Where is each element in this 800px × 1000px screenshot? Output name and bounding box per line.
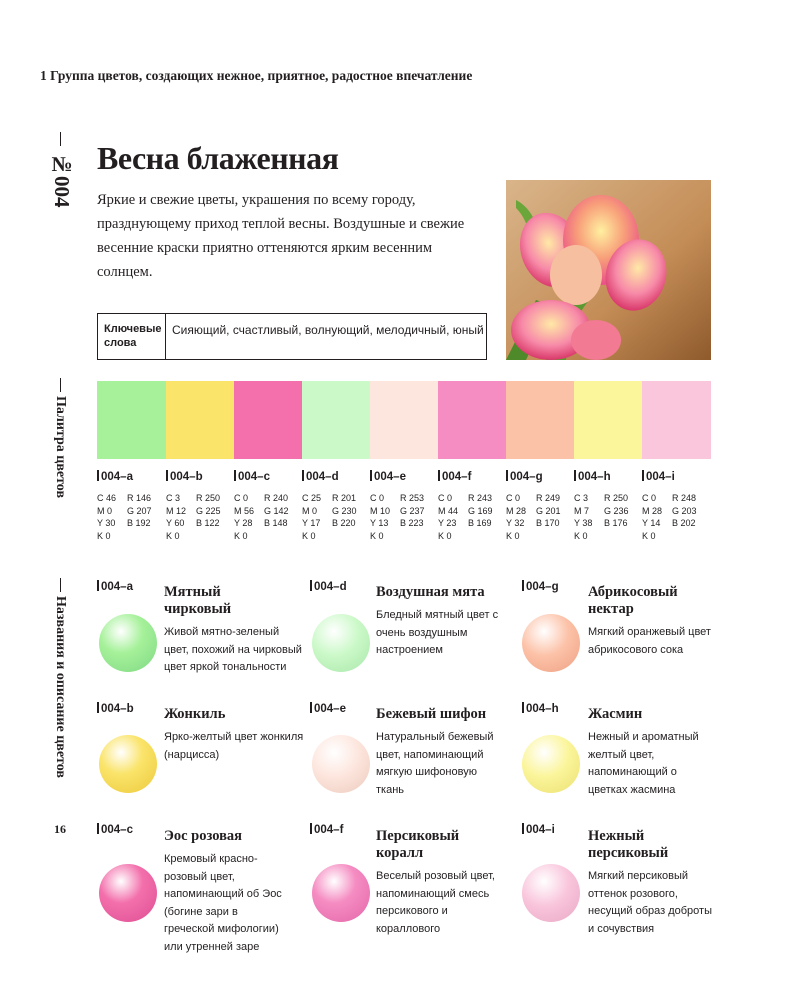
cmyk-k: K 0	[642, 530, 656, 541]
cmyk-k: K 0	[438, 530, 452, 541]
cmyk-y: Y 23	[438, 518, 457, 528]
color-name: Воздушная мята	[376, 584, 485, 600]
color-code: 004–f	[310, 823, 343, 836]
cmyk-c: C 3	[166, 493, 181, 503]
cmyk-c: C 0	[370, 493, 385, 503]
color-values	[166, 492, 232, 542]
cmyk-m: M 10	[370, 505, 391, 516]
color-ball	[522, 864, 580, 922]
cmyk-y: Y 13	[370, 518, 389, 528]
rgb-b: B 122	[196, 518, 220, 528]
side-divider	[60, 132, 61, 146]
cmyk-y: Y 14	[642, 518, 661, 528]
color-ball	[312, 614, 370, 672]
swatch-004-c	[234, 381, 303, 459]
swatch-004-g	[506, 381, 575, 459]
cmyk-c: C 0	[438, 493, 453, 503]
color-name: Персиковый коралл	[376, 828, 460, 861]
rgb-r: R 243	[468, 493, 493, 503]
color-values	[574, 492, 640, 542]
swatch-004-i	[642, 381, 711, 459]
swatch-code: 004–e	[370, 470, 406, 483]
color-values	[642, 492, 708, 542]
rgb-g: G 237	[400, 505, 425, 516]
page-number-code: №004	[50, 152, 74, 208]
color-code: 004–h	[522, 702, 559, 715]
rgb-r: R 250	[196, 493, 221, 503]
tulips-photo	[506, 180, 711, 360]
cmyk-m: M 7	[574, 505, 590, 516]
rgb-g: G 236	[604, 505, 629, 516]
keywords-label: Ключевые слова	[98, 314, 166, 359]
cmyk-y: Y 32	[506, 518, 525, 528]
swatch-004-h	[574, 381, 643, 459]
color-code: 004–b	[97, 702, 134, 715]
side-divider	[60, 378, 61, 392]
color-name: Жонкиль	[164, 706, 226, 722]
rgb-b: B 169	[468, 518, 492, 528]
rgb-r: R 249	[536, 493, 561, 503]
swatch-004-f	[438, 381, 507, 459]
rgb-b: B 192	[127, 518, 151, 528]
rgb-g: G 203	[672, 505, 697, 516]
cmyk-y: Y 30	[97, 518, 116, 528]
color-name: Абрикосовый нектар	[588, 584, 678, 617]
rgb-b: B 148	[264, 518, 288, 528]
color-description: Мягкий оранжевый цвет абрикосового сока	[588, 626, 711, 656]
color-values	[370, 492, 436, 542]
color-name: Мятный чирковый	[164, 584, 232, 617]
swatch-code: 004–a	[97, 470, 133, 483]
cmyk-k: K 0	[302, 530, 316, 541]
rgb-g: G 230	[332, 505, 357, 516]
cmyk-k: K 0	[166, 530, 180, 541]
color-ball	[312, 864, 370, 922]
color-name: Жасмин	[588, 706, 643, 722]
color-code: 004–d	[310, 580, 347, 593]
cmyk-k: K 0	[574, 530, 588, 541]
cmyk-y: Y 17	[302, 518, 321, 528]
color-name: Эос розовая	[164, 828, 243, 844]
color-description: Бледный мятный цвет с очень воздушным настроением	[376, 609, 499, 656]
cmyk-y: Y 60	[166, 518, 185, 528]
color-description: Живой мятно-зеленый цвет, похожий на чирковый цвет яркой тональности	[164, 626, 302, 673]
rgb-g: G 207	[127, 505, 152, 516]
intro-text: Яркие и свежие цветы, украшения по всему городу, празднующему приход теплой весны. Воздушные и свежие весенние краски приятно оттеняются ярким весенним солнцем.	[97, 192, 465, 280]
color-values	[438, 492, 504, 542]
rgb-r: R 146	[127, 493, 152, 503]
cmyk-c: C 0	[506, 493, 521, 503]
color-name: Нежный персиковый	[588, 828, 669, 861]
color-description: Ярко-желтый цвет жонкиля (нарцисса)	[164, 731, 304, 761]
cmyk-c: C 3	[574, 493, 589, 503]
cmyk-c: C 46	[97, 493, 117, 503]
rgb-b: B 223	[400, 518, 424, 528]
color-ball	[522, 614, 580, 672]
cmyk-m: M 0	[302, 505, 318, 516]
color-code: 004–g	[522, 580, 559, 593]
cmyk-m: M 12	[166, 505, 187, 516]
cmyk-m: M 28	[506, 505, 527, 516]
color-ball	[99, 735, 157, 793]
swatch-004-a	[97, 381, 166, 459]
color-description: Веселый розовый цвет, напоминающий смесь персикового и кораллового	[376, 870, 495, 935]
page-title: Весна блаженная	[97, 140, 339, 176]
swatch-code: 004–f	[438, 470, 471, 483]
cmyk-y: Y 38	[574, 518, 593, 528]
color-description: Нежный и ароматный желтый цвет, напоминающий о цветках жасмина	[588, 731, 699, 796]
rgb-g: G 201	[536, 505, 561, 516]
swatch-code: 004–h	[574, 470, 611, 483]
swatch-code: 004–c	[234, 470, 270, 483]
color-ball	[522, 735, 580, 793]
color-code: 004–e	[310, 702, 346, 715]
swatch-code: 004–i	[642, 470, 675, 483]
rgb-r: R 240	[264, 493, 289, 503]
color-ball	[312, 735, 370, 793]
palette-section-label: Палитра цветов	[53, 396, 68, 499]
rgb-r: R 250	[604, 493, 629, 503]
keywords-text: Сияющий, счастливый, волнующий, мелодичный, юный	[172, 323, 484, 337]
rgb-g: G 225	[196, 505, 221, 516]
color-code: 004–c	[97, 823, 133, 836]
names-section-label: Названия и описание цветов	[53, 596, 68, 778]
keywords-table	[97, 313, 487, 360]
swatch-code: 004–g	[506, 470, 543, 483]
color-description: Натуральный бежевый цвет, напоминающий мягкую шифоновую ткань	[376, 731, 494, 796]
swatch-004-e	[370, 381, 439, 459]
rgb-b: B 202	[672, 518, 696, 528]
cmyk-m: M 44	[438, 505, 459, 516]
rgb-r: R 201	[332, 493, 357, 503]
cmyk-k: K 0	[234, 530, 248, 541]
cmyk-k: K 0	[97, 530, 111, 541]
cmyk-c: C 25	[302, 493, 322, 503]
cmyk-m: M 56	[234, 505, 255, 516]
page-header: 1 Группа цветов, создающих нежное, приятное, радостное впечатление	[40, 68, 473, 83]
color-ball	[99, 614, 157, 672]
cmyk-y: Y 28	[234, 518, 253, 528]
swatch-code: 004–d	[302, 470, 339, 483]
color-code: 004–i	[522, 823, 555, 836]
rgb-r: R 248	[672, 493, 697, 503]
color-values	[506, 492, 572, 542]
color-values	[302, 492, 368, 542]
color-values	[234, 492, 300, 542]
cmyk-k: K 0	[370, 530, 384, 541]
cmyk-m: M 28	[642, 505, 663, 516]
page-number: 16	[54, 822, 66, 836]
color-values	[97, 492, 163, 542]
swatch-code: 004–b	[166, 470, 203, 483]
cmyk-c: C 0	[642, 493, 657, 503]
rgb-g: G 142	[264, 505, 289, 516]
rgb-b: B 170	[536, 518, 560, 528]
color-description: Кремовый красно-розовый цвет, напоминающий об Эос (богине зари в греческой мифологии) или утренней заре	[164, 853, 282, 953]
color-code: 004–a	[97, 580, 133, 593]
cmyk-k: K 0	[506, 530, 520, 541]
cmyk-m: M 0	[97, 505, 113, 516]
rgb-g: G 169	[468, 505, 493, 516]
cmyk-c: C 0	[234, 493, 249, 503]
rgb-r: R 253	[400, 493, 425, 503]
swatch-004-b	[166, 381, 235, 459]
color-description: Мягкий персиковый оттенок розового, несущий образ доброты и сочувствия	[588, 870, 712, 935]
rgb-b: B 176	[604, 518, 628, 528]
swatch-004-d	[302, 381, 371, 459]
color-name: Бежевый шифон	[376, 706, 487, 722]
rgb-b: B 220	[332, 518, 356, 528]
side-divider	[60, 578, 61, 592]
color-ball	[99, 864, 157, 922]
